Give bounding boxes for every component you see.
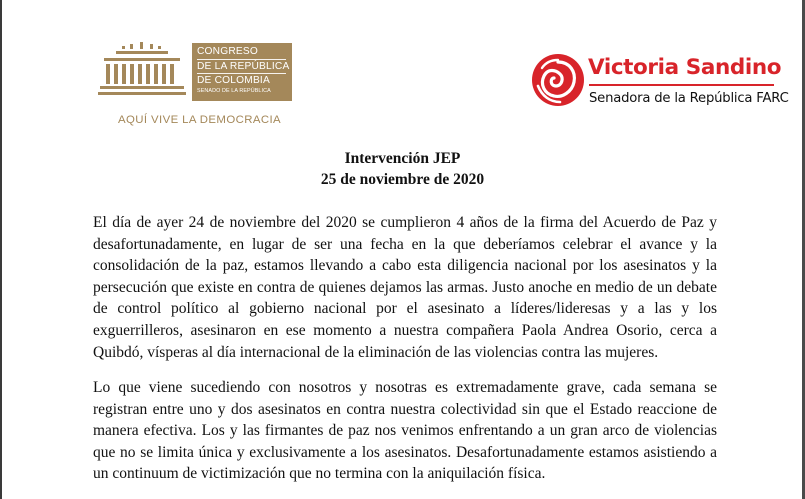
body-paragraph-1: El día de ayer 24 de noviembre del 2020 se cumplieron 4 años de la firma del Acuerdo de Paz y desafortunadamente, en lugar de ser una fecha en la que deberíamos celebrar el avance y la consolidación de la paz, estamos llevando a cabo esta diligencia nacional por los asesinatos y la persecución que existe en contra de quienes dejamos las armas. Justo anoche en medio de un debate de control político al gobierno nacional por el asesinato a líderes/lideresas y a las y los exguerrilleros, asesinaron en ese momento a nuestra compañera Paola Andrea Osorio, cerca a Quibdó, vísperas al día internacional de la eliminación de las violencias contra las mujeres. bbox=[93, 214, 717, 361]
capitol-building-icon bbox=[96, 40, 188, 102]
congreso-divider bbox=[197, 59, 286, 60]
senator-name: Victoria Sandino bbox=[588, 55, 782, 80]
congreso-subline: SENADO DE LA REPÚBLICA bbox=[197, 87, 271, 94]
body-paragraph-2: Lo que viene sucediendo con nosotros y nosotras es extremadamente grave, cada semana se registran entre uno y dos asesinatos en contra nuestra colectividad sin que el Estado reaccione de manera efectiva. Los y las firmantes de paz nos venimos enfrentando a un gran arco de violencias que no se limita única y exclusivamente a los asesinatos. Desafortunadamente estamos asistiendo a un continuum de victimización que no termina con la aniquilación física. bbox=[93, 379, 717, 483]
congreso-logo bbox=[96, 40, 296, 130]
congreso-line-2: DE LA REPÚBLICA bbox=[197, 60, 290, 72]
rose-icon bbox=[530, 52, 586, 108]
congreso-slogan: AQUÍ VIVE LA DEMOCRACIA bbox=[118, 114, 282, 126]
senator-logo bbox=[530, 52, 790, 122]
senator-divider bbox=[589, 84, 774, 86]
congreso-divider bbox=[197, 73, 286, 74]
document-title: Intervención JEP bbox=[344, 150, 461, 167]
document-date: 25 de noviembre de 2020 bbox=[320, 171, 485, 188]
congreso-line-3: DE COLOMBIA bbox=[197, 75, 270, 86]
senator-role: Senadora de la República FARC bbox=[589, 91, 789, 106]
congreso-line-1: CONGRESO bbox=[197, 46, 259, 57]
page-frame-left bbox=[0, 0, 2, 499]
congreso-name-box bbox=[192, 43, 292, 101]
